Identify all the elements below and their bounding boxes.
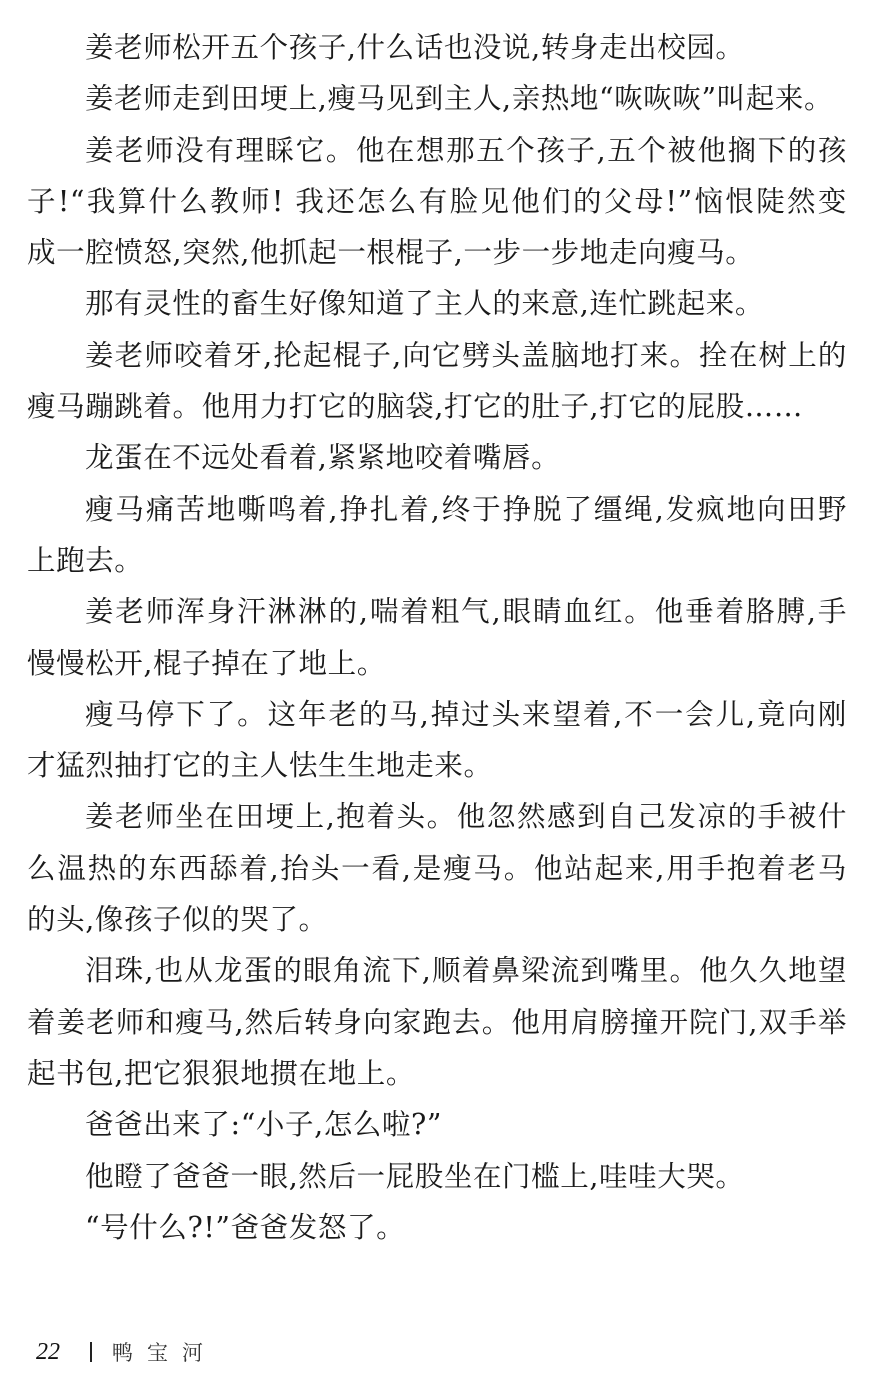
text-line: 姜老师浑身汗淋淋的,喘着粗气,眼睛血红。他垂着胳膊,手 [85,595,847,629]
paragraph [27,128,847,282]
text-line: “号什么?!”爸爸发怒了。 [85,1210,406,1244]
text-line: 着姜老师和瘦马,然后转身向家跑去。他用肩膀撞开院门,双手举 [27,1005,847,1039]
text-line: 龙蛋在不远处看着,紧紧地咬着嘴唇。 [85,441,561,475]
page-number: 22 [36,1338,60,1365]
paragraph [27,794,847,948]
body-text [27,25,847,1256]
paragraph [27,76,847,127]
paragraph [27,589,847,692]
page-footer [36,1336,217,1368]
paragraph [27,1154,847,1205]
text-line: 子!“我算什么教师! 我还怎么有脸见他们的父母!”恼恨陡然变 [27,184,847,218]
text-line: 泪珠,也从龙蛋的眼角流下,顺着鼻梁流到嘴里。他久久地望 [85,954,847,988]
paragraph [27,25,847,76]
text-line: 慢慢松开,棍子掉在了地上。 [27,646,386,680]
text-line: 才猛烈抽打它的主人怯生生地走来。 [27,749,493,783]
paragraph [27,333,847,436]
text-line: 姜老师咬着牙,抡起棍子,向它劈头盖脑地打来。拴在树上的 [85,338,847,372]
text-line: 姜老师没有理睬它。他在想那五个孩子,五个被他搁下的孩 [85,133,847,167]
text-line: 起书包,把它狠狠地掼在地上。 [27,1056,415,1090]
text-line: 么温热的东西舔着,抬头一看,是瘦马。他站起来,用手抱着老马 [27,851,847,885]
text-line: 瘦马蹦跳着。他用力打它的脑袋,打它的肚子,打它的屁股…… [27,390,803,424]
text-line: 瘦马痛苦地嘶鸣着,挣扎着,终于挣脱了缰绳,发疯地向田野 [85,492,847,526]
footer-divider [90,1342,92,1362]
paragraph [27,281,847,332]
paragraph [27,1102,847,1153]
text-line: 他瞪了爸爸一眼,然后一屁股坐在门槛上,哇哇大哭。 [85,1159,745,1193]
text-line: 成一腔愤怒,突然,他抓起一根棍子,一步一步地走向瘦马。 [27,236,755,270]
paragraph [27,435,847,486]
text-line: 上跑去。 [27,543,144,577]
text-line: 姜老师坐在田埂上,抱着头。他忽然感到自己发凉的手被什 [85,800,847,834]
text-line: 那有灵性的畜生好像知道了主人的来意,连忙跳起来。 [85,287,764,321]
paragraph [27,487,847,590]
paragraph [27,1205,847,1256]
paragraph [27,692,847,795]
text-line: 的头,像孩子似的哭了。 [27,903,328,937]
text-line: 爸爸出来了:“小子,怎么啦?” [85,1108,443,1142]
book-title: 鸭宝河 [112,1341,217,1365]
text-line: 姜老师走到田埂上,瘦马见到主人,亲热地“咴咴咴”叫起来。 [85,82,834,116]
text-line: 瘦马停下了。这年老的马,掉过头来望着,不一会儿,竟向刚 [85,697,847,731]
paragraph [27,948,847,1102]
text-line: 姜老师松开五个孩子,什么话也没说,转身走出校园。 [85,31,745,64]
